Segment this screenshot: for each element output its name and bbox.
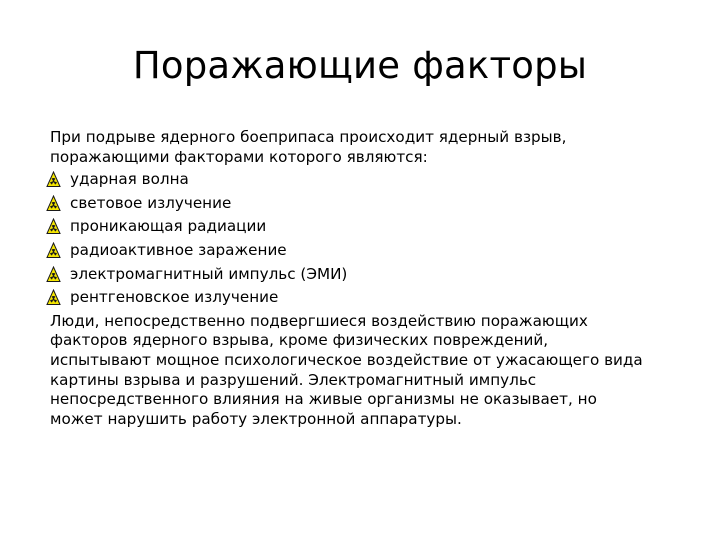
list-item [50,217,690,237]
outro-paragraph [50,312,690,430]
outro-line-2: факторов ядерного взрыва, кроме физических повреждений, [50,331,549,350]
radiation-warning-icon [46,266,61,283]
intro-paragraph [50,128,690,167]
radiation-warning-icon [46,242,61,259]
slide-body [50,128,690,429]
bullet-text: радиоактивное заражение [70,240,287,259]
list-item [50,241,690,261]
bullet-text: рентгеновское излучение [70,288,279,307]
bullet-text: электромагнитный импульс (ЭМИ) [70,264,348,283]
bullet-text: проникающая радиации [70,217,267,236]
list-item [50,288,690,308]
intro-line-2: поражающими факторами которого являются: [50,147,428,166]
radiation-warning-icon [46,195,61,212]
outro-line-4: картины взрыва и разрушений. Электромагнитный импульс [50,370,537,389]
bullet-text: световое излучение [70,193,232,212]
slide-title: Поражающие факторы [132,44,588,87]
outro-line-5: непосредственного влияния на живые организмы не оказывает, но [50,390,597,409]
outro-line-6: может нарушить работу электронной аппаратуры. [50,409,462,428]
radiation-warning-icon [46,171,61,188]
list-item [50,194,690,214]
radiation-warning-icon [46,289,61,306]
hazard-factor-list [50,170,690,308]
intro-line-1: При подрыве ядерного боеприпаса происходит ядерный взрыв, [50,128,567,146]
outro-line-1: Люди, непосредственно подвергшиеся воздействию поражающих [50,311,588,330]
outro-line-3: испытывают мощное психологическое воздействие от ужасающего вида [50,350,643,369]
bullet-text: ударная волна [70,170,189,189]
radiation-warning-icon [46,218,61,235]
list-item [50,170,690,190]
list-item [50,265,690,285]
